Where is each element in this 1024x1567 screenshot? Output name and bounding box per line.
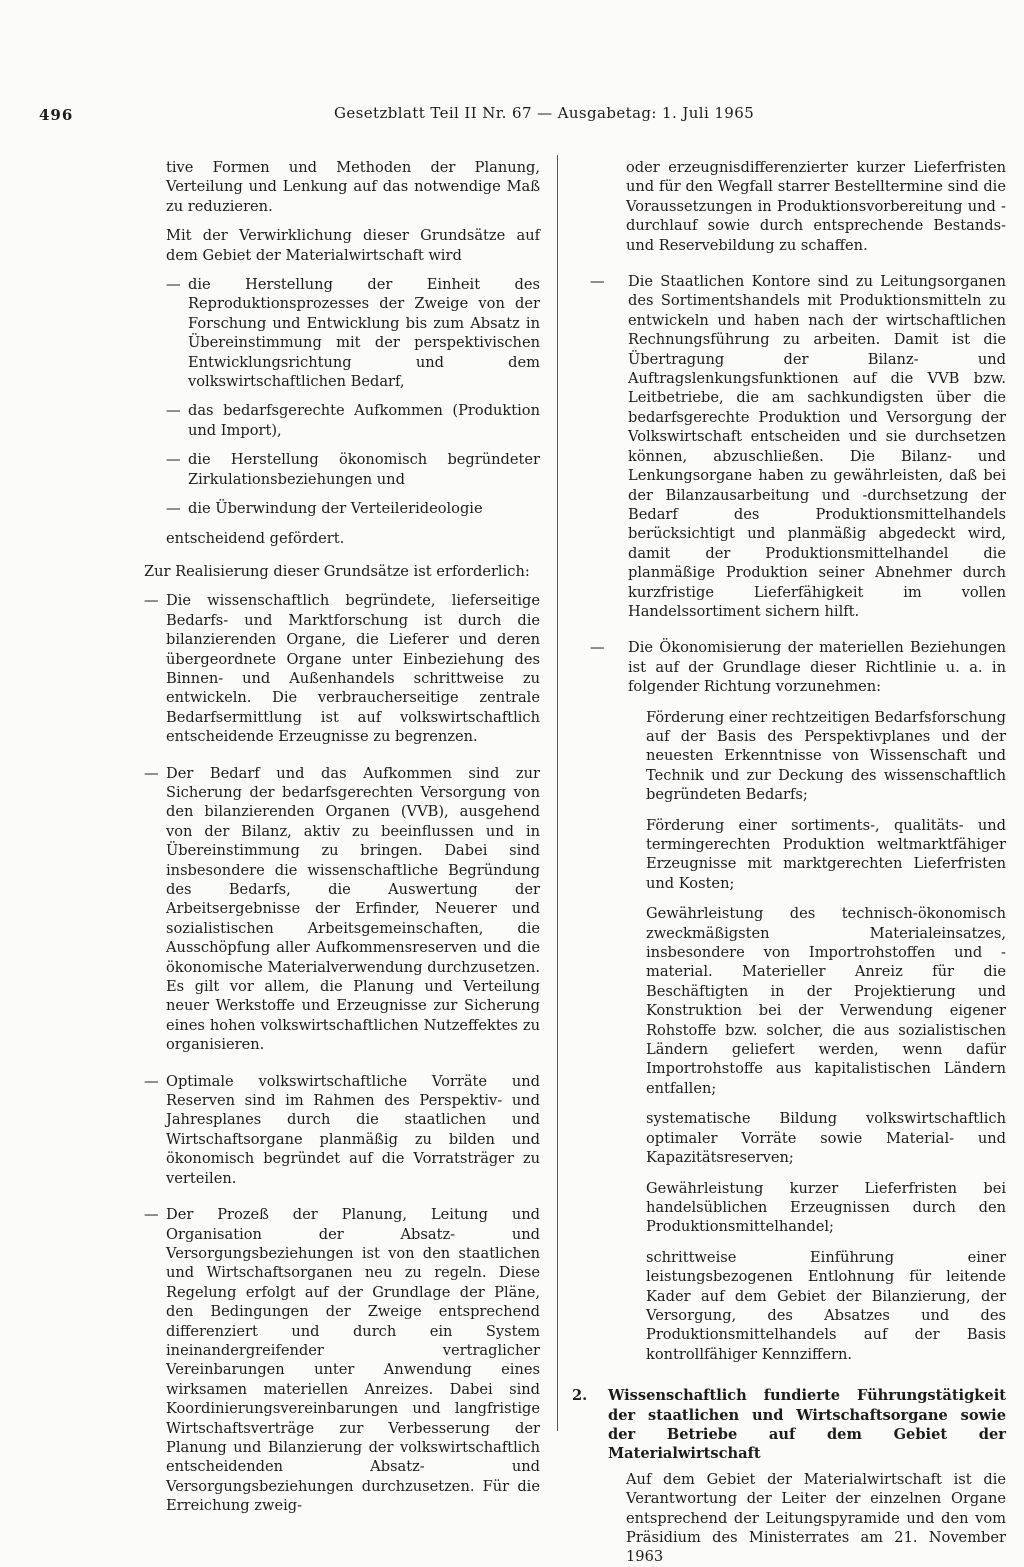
- dash-marker: —: [166, 402, 181, 420]
- dash-marker: —: [144, 1206, 159, 1224]
- sub-paragraph: systematische Bildung volkswirtschaftlich optimaler Vorräte sowie Material- und Kapazitätsreserven;: [646, 1110, 1006, 1167]
- paragraph: Auf dem Gebiet der Materialwirtschaft ist die Verantwortung der Leiter der einzelnen Organe entsprechend der Leitungspyramide und den vom Präsidium des Ministerrates am 21. November 1963: [626, 1470, 1006, 1566]
- paragraph: oder erzeugnisdifferenzierter kurzer Lieferfristen und für den Wegfall starrer Bestelltermine sind die Voraussetzungen in Produktionsvorbereitung und -durchlauf sowie durch entsprechende Bestands- und Reservebildung zu schaffen.: [626, 159, 1006, 254]
- dash-marker: —: [144, 592, 159, 610]
- paragraph: Mit der Verwirklichung dieser Grundsätze auf dem Gebiet der Materialwirtschaft wird: [166, 227, 540, 264]
- section-number: 2.: [572, 1387, 588, 1405]
- sub-paragraph: Förderung einer rechtzeitigen Bedarfsforschung auf der Basis des Perspektivplanes und der neuesten Erkenntnisse von Wissenschaft und Technik und zur Deckung des wissenschaftlich begründeten Bedarfs;: [646, 708, 1007, 804]
- left-column: [144, 158, 540, 1516]
- dash-marker: —: [166, 451, 181, 469]
- column-divider: [557, 155, 558, 1431]
- paragraph: tive Formen und Methoden der Planung, Verteilung und Lenkung auf das notwendige Maß zu reduzieren.: [166, 159, 540, 215]
- list-item: — Die wissenschaftlich begründete, lieferseitige Bedarfs- und Marktforschung ist durch die bilanzierenden Organe, die Lieferer und deren übergeordnete Organe unter Einbeziehung des Binnen- und Außenhandels schrittweise zu entwickeln. Die verbraucherseitige zentrale Bedarfsermittlung ist auf volkswirtschaftlich entscheidende Erzeugnisse zu begrenzen.: [144, 592, 540, 746]
- list-item: — Der Prozeß der Planung, Leitung und Organisation der Absatz- und Versorgungsbeziehungen ist von den staatlichen und Wirtschaftsorganen neu zu regeln. Diese Regelung erfolgt auf der Grundlage der Pläne, den Bedingungen der Zweige entsprechend differenziert und durch ein System ineinandergreifender vertraglicher Vereinbarungen unter Anwendung eines wirksamen materiellen Anreizes. Dabei sind Koordinierungsvereinbarungen und langfristige Wirtschaftsverträge zur Verbesserung der Planung und Bilanzierung der volkswirtschaftlich entscheidenden Absatz- und Versorgungsbeziehungen durchzusetzen. Für die Erreichung zweig-: [144, 1206, 540, 1515]
- dash-marker: —: [144, 764, 159, 782]
- sub-paragraph: Gewährleistung kurzer Lieferfristen bei handelsüblichen Erzeugnissen durch den Produktionsmittelhandel;: [646, 1179, 1006, 1236]
- dash-marker: —: [166, 276, 181, 294]
- list-item: — das bedarfsgerechte Aufkommen (Produktion und Import),: [166, 402, 540, 439]
- dash-marker: —: [144, 1072, 159, 1090]
- section-heading: 2. Wissenschaftlich fundierte Führungstätigkeit der staatlichen und Wirtschaftsorgane sowie der Betriebe auf dem Gebiet der Materialwirtschaft: [572, 1387, 1006, 1463]
- page-number: 496: [39, 106, 74, 124]
- right-column: [572, 158, 1007, 1567]
- running-head: Gesetzblatt Teil II Nr. 67 — Ausgabetag: 1. Juli 1965: [334, 104, 755, 122]
- dash-marker: —: [590, 273, 605, 291]
- dash-marker: —: [166, 500, 181, 518]
- sub-paragraph: Gewährleistung des technisch-ökonomisch zweckmäßigsten Materialeinsatzes, insbesondere von Importrohstoffen und -material. Materieller Anreiz für die Beschäftigten in der Projektierung und Konstruktion bei der Verwendung eigener Rohstoffe bzw. solcher, die aus sozialistischen Ländern geliefert werden, wenn dafür Importrohstoffe aus kapitalistischen Ländern entfallen;: [646, 905, 1006, 1097]
- paragraph: entscheidend gefördert.: [166, 529, 345, 547]
- dash-marker: —: [590, 639, 605, 657]
- list-item: — die Überwindung der Verteilerideologie: [166, 500, 483, 518]
- list-item: — Der Bedarf und das Aufkommen sind zur Sicherung der bedarfsgerechten Versorgung von den bilanzierenden Organen (VVB), ausgehend von der Bilanz, aktiv zu beeinflussen und in Übereinstimmung zu bringen. Dabei sind insbesondere die wissenschaftliche Begründung des Bedarfs, die Auswertung der Arbeitsergebnisse der Erfinder, Neuerer und sozialistischen Arbeitsgemeinschaften, die Ausschöpfung aller Aufkommensreserven und die ökonomische Materialverwendung durchzusetzen. Es gilt vor allem, die Planung und Verteilung neuer Werkstoffe und Erzeugnisse zur Sicherung eines hohen volkswirtschaftlichen Nutzeffektes zu organisieren.: [144, 764, 540, 1054]
- list-item: — Die Staatlichen Kontore sind zu Leitungsorganen des Sortimentshandels mit Produktionsmitteln zu entwickeln und haben nach der wirtschaftlichen Rechnungsführung zu arbeiten. Damit ist die Übertragung der Bilanz- und Auftragslenkungsfunktionen auf die VVB bzw. Leitbetriebe, die am sachkundigsten über die bedarfsgerechte Produktion und Versorgung der Volkswirtschaft entscheiden und sie durchsetzen können, abzuschließen. Die Bilanz- und Lenkungsorgane haben zu gewährleisten, daß bei der Bilanzausarbeitung und -durchsetzung der Bedarf des Produktionsmittelhandels berücksichtigt und planmäßig abgedeckt wird, damit der Produktionsmittelhandel die planmäßige Produktion seiner Abnehmer durch kurzfristige Lieferfähigkeit im vollen Handelssortiment sichern hilft.: [590, 273, 1006, 620]
- list-item: — die Herstellung ökonomisch begründeter Zirkulationsbeziehungen und: [166, 451, 540, 488]
- sub-paragraph: Förderung einer sortiments-, qualitäts- und termingerechten Produktion weltmarktfähiger Erzeugnisse mit marktgerechten Lieferfristen und Kosten;: [646, 816, 1006, 892]
- paragraph: Zur Realisierung dieser Grundsätze ist erforderlich:: [144, 562, 530, 580]
- list-item: — Optimale volkswirtschaftliche Vorräte und Reserven sind im Rahmen des Perspektiv- und Jahresplanes durch die staatlichen und Wirtschaftsorgane planmäßig zu bilden und ökonomisch begründet auf die Vorratsträger zu verteilen.: [144, 1072, 540, 1187]
- list-item: — die Herstellung der Einheit des Reproduktionsprozesses der Zweige von der Forschung und Entwicklung bis zum Absatz in Übereinstimmung mit der perspektivischen Entwicklungsrichtung und dem volkswirtschaftlichen Bedarf,: [166, 276, 540, 391]
- sub-paragraph: schrittweise Einführung einer leistungsbezogenen Entlohnung für leitende Kader auf dem Gebiet der Bilanzierung, der Versorgung, des Absatzes und des Produktionsmittelhandels auf der Basis kontrollfähiger Kennziffern.: [646, 1248, 1006, 1363]
- list-item: — Die Ökonomisierung der materiellen Beziehungen ist auf der Grundlage dieser Richtlinie u. a. in folgender Richtung vorzunehmen:: [590, 639, 1006, 696]
